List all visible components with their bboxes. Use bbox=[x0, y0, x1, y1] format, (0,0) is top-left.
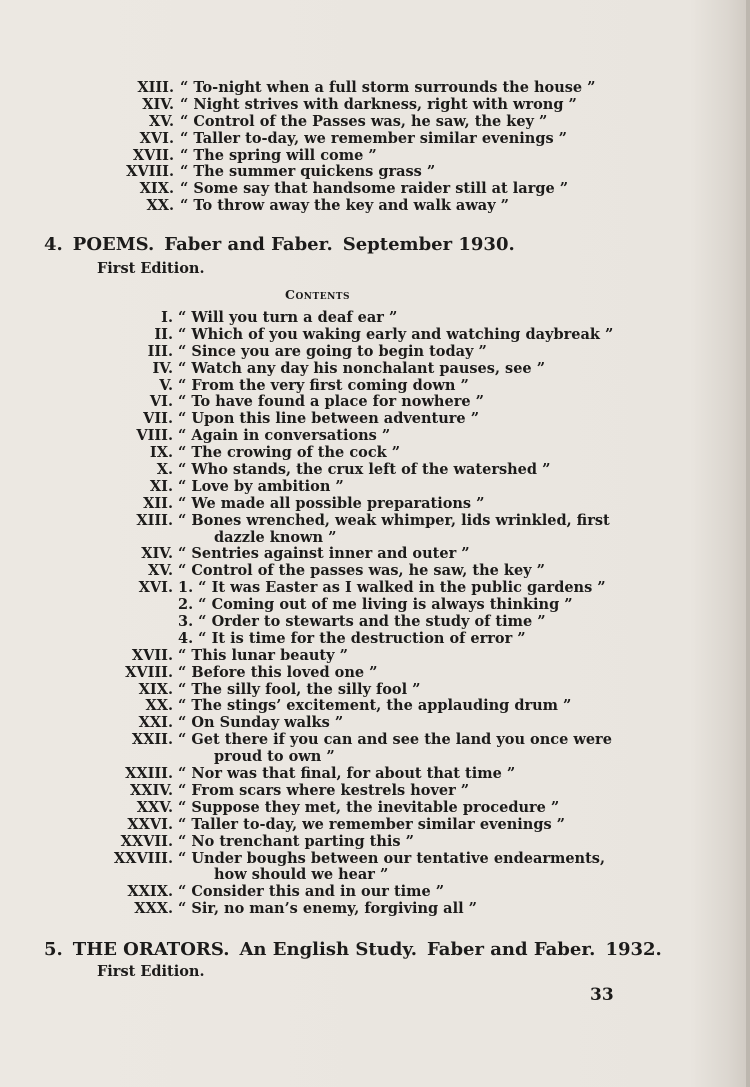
item-title: 1. “ It was Easter as I walked in the public gardens ” bbox=[178, 579, 606, 597]
item-number: XXIII. bbox=[125, 765, 173, 783]
section-4-edition: First Edition. bbox=[97, 260, 205, 277]
list-item bbox=[0, 766, 700, 783]
section-5-heading bbox=[44, 939, 672, 960]
item-title: “ Who stands, the crux left of the watershed ” bbox=[178, 461, 551, 479]
list-item bbox=[0, 901, 700, 918]
list-item bbox=[0, 648, 700, 665]
list-item bbox=[0, 445, 700, 462]
item-number: XXIX. bbox=[127, 883, 173, 901]
item-title: 2. “ Coming out of me living is always thinking ” bbox=[178, 596, 573, 614]
list-item bbox=[0, 114, 700, 131]
item-number: VII. bbox=[143, 410, 173, 428]
item-number: IV. bbox=[152, 359, 173, 377]
item-title-continuation: proud to own ” bbox=[214, 748, 335, 766]
item-number: XII. bbox=[143, 494, 173, 512]
item-title: “ Sir, no man’s enemy, forgiving all ” bbox=[178, 900, 477, 918]
item-title: “ Watch any day his nonchalant pauses, see ” bbox=[178, 359, 546, 377]
item-title: “ Sentries against inner and outer ” bbox=[178, 545, 470, 563]
item-title: “ Night strives with darkness, right with wrong ” bbox=[180, 95, 577, 113]
section-5-publisher: Faber and Faber. bbox=[427, 939, 596, 960]
item-number: I. bbox=[161, 309, 173, 326]
item-number: XXVIII. bbox=[113, 849, 173, 867]
list-item bbox=[0, 411, 700, 428]
item-title: “ The spring will come ” bbox=[180, 146, 377, 164]
item-title: “ Bones wrenched, weak whimper, lids wrinkled, first bbox=[178, 511, 610, 529]
item-title: “ The crowing of the cock ” bbox=[178, 444, 401, 462]
list-item bbox=[0, 479, 700, 496]
list-item bbox=[0, 198, 700, 215]
list-item bbox=[0, 181, 700, 198]
item-title: “ Nor was that final, for about that time ” bbox=[178, 765, 516, 783]
list-item bbox=[0, 513, 700, 530]
list-item bbox=[0, 361, 700, 378]
section-4-publisher: Faber and Faber. bbox=[164, 234, 333, 255]
list-item bbox=[0, 834, 700, 851]
list-item-continuation bbox=[0, 867, 700, 884]
item-title: “ This lunar beauty ” bbox=[178, 646, 348, 664]
list-item bbox=[0, 80, 700, 97]
item-title: “ Which of you waking early and watching daybreak ” bbox=[178, 325, 614, 343]
section-5-subtitle: An English Study. bbox=[239, 939, 417, 960]
item-title: “ From scars where kestrels hover ” bbox=[178, 781, 470, 799]
list-item bbox=[0, 631, 700, 648]
list-item-continuation bbox=[0, 749, 700, 766]
item-number: XVIII. bbox=[126, 163, 174, 181]
item-number: XIX. bbox=[139, 180, 174, 198]
item-number: XX. bbox=[145, 697, 173, 715]
item-number: VI. bbox=[149, 393, 173, 411]
section-4-title: POEMS. bbox=[72, 234, 155, 255]
item-title: “ Under boughs between our tentative endearments, bbox=[178, 849, 606, 867]
list-item bbox=[0, 428, 700, 445]
list-item bbox=[0, 563, 700, 580]
page-number: 33 bbox=[590, 985, 614, 1005]
list-item bbox=[0, 378, 700, 395]
item-number: XV. bbox=[147, 562, 173, 580]
list-item bbox=[0, 800, 700, 817]
item-title: “ Control of the passes was, he saw, the key ” bbox=[178, 562, 545, 580]
item-title: “ Again in conversations ” bbox=[178, 427, 391, 445]
item-number: XVII. bbox=[131, 646, 173, 664]
item-number: XV. bbox=[148, 112, 174, 130]
item-title: “ Control of the Passes was, he saw, the key ” bbox=[180, 112, 548, 130]
list-item bbox=[0, 580, 700, 597]
list-item bbox=[0, 817, 700, 834]
item-title: “ The silly fool, the silly fool ” bbox=[178, 680, 421, 698]
item-title: “ Consider this and in our time ” bbox=[178, 883, 445, 901]
section-5-title: THE ORATORS. bbox=[72, 939, 230, 960]
item-number: XIV. bbox=[142, 95, 174, 113]
item-title: “ The summer quickens grass ” bbox=[180, 163, 436, 181]
list-item bbox=[0, 614, 700, 631]
list-item bbox=[0, 97, 700, 114]
item-title: 3. “ Order to stewarts and the study of time ” bbox=[178, 613, 546, 631]
list-item bbox=[0, 715, 700, 732]
item-title: “ To have found a place for nowhere ” bbox=[178, 393, 484, 411]
list-item bbox=[0, 597, 700, 614]
item-title: “ Before this loved one ” bbox=[178, 663, 378, 681]
list-item bbox=[0, 148, 700, 165]
list-item bbox=[0, 164, 700, 181]
item-title: “ Will you turn a deaf ear ” bbox=[178, 309, 398, 326]
item-number: XXVI. bbox=[127, 815, 173, 833]
item-number: IX. bbox=[149, 444, 173, 462]
list-item bbox=[0, 851, 700, 868]
list-item bbox=[0, 327, 700, 344]
item-title: “ On Sunday walks ” bbox=[178, 714, 344, 732]
list-item bbox=[0, 462, 700, 479]
item-title: “ Suppose they met, the inevitable procedure ” bbox=[178, 798, 560, 816]
item-number: X. bbox=[156, 461, 173, 479]
item-number: XVI. bbox=[138, 579, 173, 597]
item-number: XI. bbox=[149, 477, 173, 495]
item-number: XIV. bbox=[141, 545, 173, 563]
item-title: “ The stings’ excitement, the applauding drum ” bbox=[178, 697, 572, 715]
item-number: XVII. bbox=[132, 146, 174, 164]
item-number: XXV. bbox=[136, 798, 173, 816]
item-title: “ Taller to-day, we remember similar evenings ” bbox=[180, 129, 568, 147]
list-item bbox=[0, 732, 700, 749]
list-item bbox=[0, 131, 700, 148]
list-item bbox=[0, 682, 700, 699]
item-title: “ To throw away the key and walk away ” bbox=[180, 197, 510, 215]
item-number: XXIV. bbox=[129, 781, 173, 799]
contents-list bbox=[0, 310, 700, 918]
section-5-date: 1932. bbox=[605, 939, 662, 960]
page-edge bbox=[746, 0, 750, 1087]
section-5-edition: First Edition. bbox=[97, 963, 205, 980]
item-title: 4. “ It is time for the destruction of error ” bbox=[178, 629, 526, 647]
item-number: XVIII. bbox=[125, 663, 173, 681]
list-item bbox=[0, 884, 700, 901]
item-number: XIII. bbox=[137, 79, 174, 96]
list-item bbox=[0, 496, 700, 513]
item-number: XXI. bbox=[138, 714, 173, 732]
item-number: VIII. bbox=[136, 427, 173, 445]
list-item bbox=[0, 310, 700, 327]
item-number: XIX. bbox=[138, 680, 173, 698]
item-number: III. bbox=[147, 342, 173, 360]
section-4-date: September 1930. bbox=[342, 234, 515, 255]
item-title: “ Some say that handsome raider still at large ” bbox=[180, 180, 569, 198]
item-number: XIII. bbox=[136, 511, 173, 529]
contents-list-continued bbox=[0, 80, 700, 215]
item-number: XXX. bbox=[134, 900, 173, 918]
item-number: XX. bbox=[146, 197, 174, 215]
item-title: “ No trenchant parting this ” bbox=[178, 832, 414, 850]
section-4-number: 4. bbox=[44, 234, 63, 255]
item-title: “ To-night when a full storm surrounds the house ” bbox=[180, 79, 596, 96]
list-item bbox=[0, 546, 700, 563]
item-title: “ We made all possible preparations ” bbox=[178, 494, 485, 512]
item-title: “ From the very first coming down ” bbox=[178, 376, 469, 394]
item-title: “ Get there if you can and see the land you once were bbox=[178, 731, 612, 749]
item-number: V. bbox=[159, 376, 173, 394]
item-number: II. bbox=[154, 325, 173, 343]
item-title: “ Since you are going to begin today ” bbox=[178, 342, 487, 360]
item-title: “ Upon this line between adventure ” bbox=[178, 410, 480, 428]
item-number: XXII. bbox=[131, 731, 173, 749]
item-title-continuation: dazzle known ” bbox=[214, 528, 337, 546]
item-title-continuation: how should we hear ” bbox=[214, 866, 389, 884]
item-number: XVI. bbox=[139, 129, 174, 147]
list-item-continuation bbox=[0, 530, 700, 547]
section-4-heading bbox=[44, 234, 525, 255]
contents-label: Contents bbox=[285, 287, 350, 302]
section-5-number: 5. bbox=[44, 939, 63, 960]
item-number: XXVII. bbox=[120, 832, 173, 850]
item-title: “ Love by ambition ” bbox=[178, 477, 344, 495]
list-item bbox=[0, 665, 700, 682]
list-item bbox=[0, 344, 700, 361]
item-title: “ Taller to-day, we remember similar evenings ” bbox=[178, 815, 566, 833]
list-item bbox=[0, 698, 700, 715]
list-item bbox=[0, 394, 700, 411]
list-item bbox=[0, 783, 700, 800]
